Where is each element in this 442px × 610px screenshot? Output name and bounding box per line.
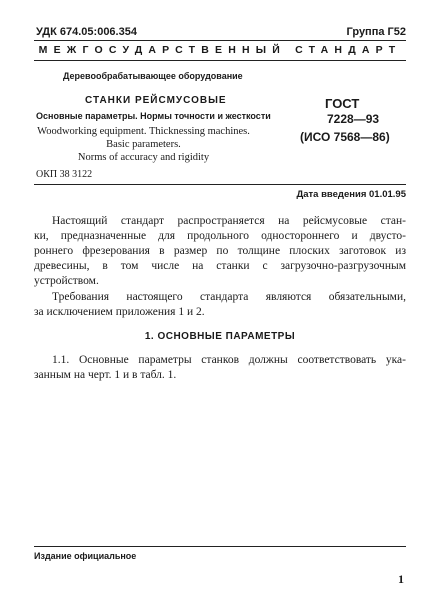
requirements-line: Требования настоящего стандарта являются обязательными, (52, 291, 406, 303)
gost-label: ГОСТ (325, 96, 360, 111)
group-code: Группа Г52 (346, 26, 406, 38)
intro-line: древесины, в том числе на станки с загрузочно-разгрузочным (34, 260, 406, 272)
effective-date: Дата введения 01.01.95 (296, 189, 406, 200)
clause-1-1 (34, 353, 406, 383)
title-block-divider (34, 184, 406, 185)
okp-code: ОКП 38 3122 (36, 169, 93, 180)
english-title-line: Norms of accuracy and rigidity (77, 152, 210, 163)
industry-label: Деревообрабатывающее оборудование (63, 71, 243, 81)
edition-note: Издание официальное (34, 551, 137, 561)
requirements-paragraph (34, 290, 406, 320)
section-heading: 1. ОСНОВНЫЕ ПАРАМЕТРЫ (144, 331, 296, 342)
header-bottom-divider (34, 60, 406, 61)
iso-reference: (ИСО 7568—86) (300, 130, 390, 144)
clause-line: занным на черт. 1 и в табл. 1. (34, 369, 177, 381)
document-title: СТАНКИ РЕЙСМУСОВЫЕ (85, 95, 227, 106)
udk-code: УДК 674.05:006.354 (36, 26, 137, 38)
footer-divider (34, 546, 406, 547)
document-subtitle: Основные параметры. Нормы точности и жесткости (36, 111, 271, 121)
standard-type-banner: МЕЖГОСУДАРСТВЕННЫЙ СТАНДАРТ (38, 44, 402, 56)
requirements-line: за исключением приложения 1 и 2. (34, 306, 205, 318)
intro-paragraph (34, 214, 406, 289)
page-number: 1 (398, 572, 404, 586)
intro-line: ки, предназначенные для продольного одностороннего и двусто- (34, 230, 406, 242)
intro-line: устройством. (34, 275, 99, 287)
header-top-divider (34, 40, 406, 41)
english-title-line: Woodworking equipment. Thicknessing machines. (37, 126, 250, 137)
english-title-line: Basic parameters. (106, 139, 181, 150)
clause-line: 1.1. Основные параметры станков должны соответствовать ука- (52, 354, 406, 366)
intro-line: роннего фрезерования в размер по толщине плоских заготовок из (34, 245, 406, 257)
gost-number: 7228—93 (327, 112, 380, 126)
intro-line: Настоящий стандарт распространяется на рейсмусовые стан- (52, 215, 406, 227)
